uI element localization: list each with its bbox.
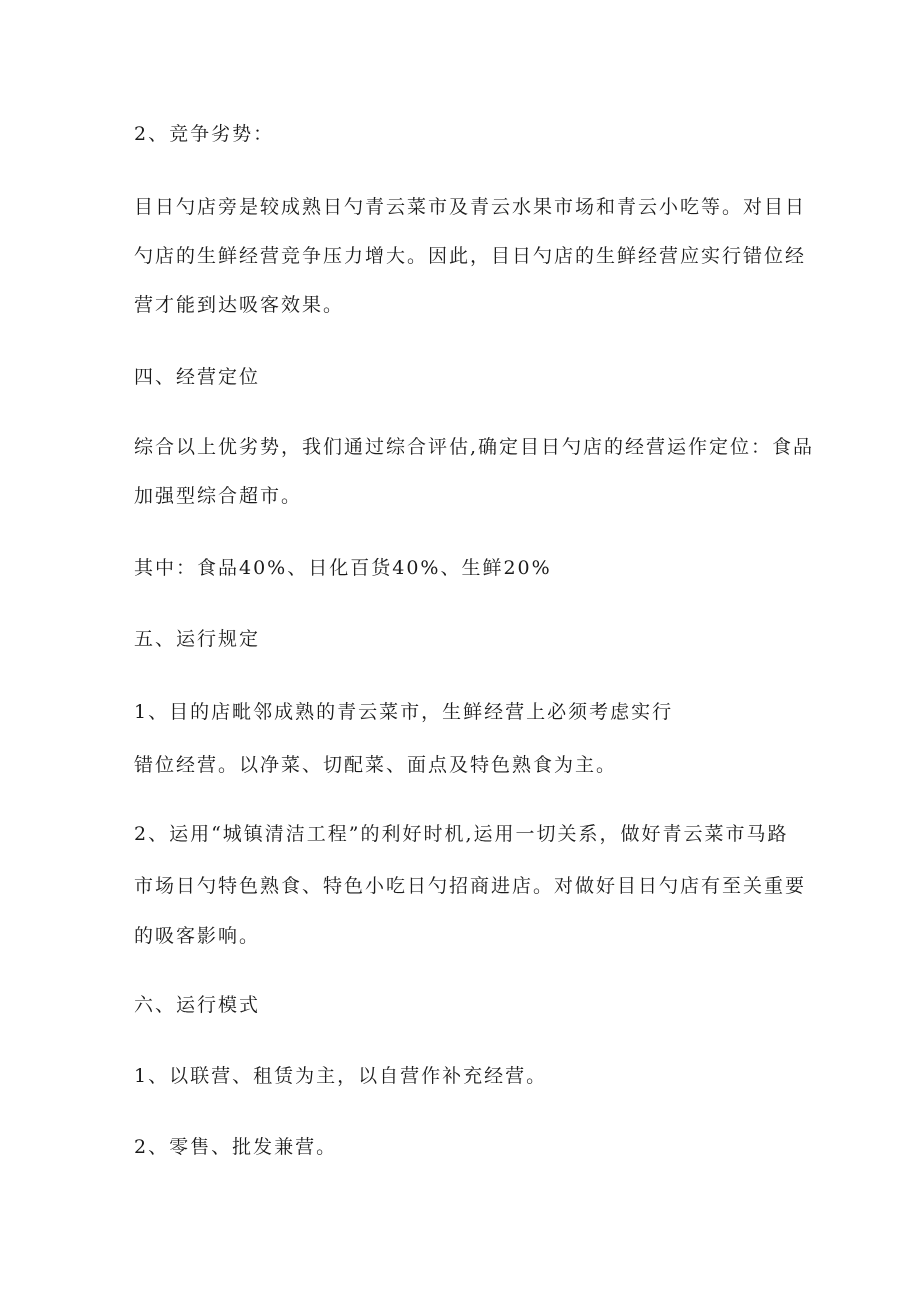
section-heading-rules: 五、运行规定 bbox=[134, 628, 261, 650]
mode-line: 1、以联营、租赁为主，以自营作补充经营。 bbox=[134, 1065, 548, 1087]
rule-line: 的吸客影响。 bbox=[134, 925, 261, 947]
paragraph-line: 勺店的生鲜经营竞争压力增大。因此，目日勺店的生鲜经营应实行错位经 bbox=[134, 245, 807, 267]
paragraph-line: 综合以上优劣势，我们通过综合评估,确定目日勺店的经营运作定位：食品 bbox=[134, 436, 815, 458]
paragraph-ratio: 其中：食品40%、日化百货40%、生鲜20% bbox=[134, 557, 552, 579]
rule-line: 1、目的店毗邻成熟的青云菜市，生鲜经营上必须考虑实行 bbox=[134, 701, 674, 723]
mode-line: 2、零售、批发兼营。 bbox=[134, 1136, 338, 1158]
section-heading-positioning: 四、经营定位 bbox=[134, 366, 261, 388]
rule-line: 市场日勺特色熟食、特色小吃日勺招商进店。对做好目日勺店有至关重要 bbox=[134, 875, 807, 897]
section-heading-competitive-disadvantage: 2、竞争劣势： bbox=[134, 123, 275, 145]
paragraph-line: 加强型综合超市。 bbox=[134, 485, 303, 507]
rule-line: 错位经营。以净菜、切配菜、面点及特色熟食为主。 bbox=[134, 754, 618, 776]
paragraph-line: 营才能到达吸客效果。 bbox=[134, 294, 345, 316]
section-heading-mode: 六、运行模式 bbox=[134, 994, 261, 1016]
paragraph-line: 目日勺店旁是较成熟日勺青云菜市及青云水果市场和青云小吃等。对目日 bbox=[134, 196, 807, 218]
rule-line: 2、运用“城镇清洁工程”的利好时机,运用一切关系，做好青云菜市马路 bbox=[134, 823, 789, 845]
